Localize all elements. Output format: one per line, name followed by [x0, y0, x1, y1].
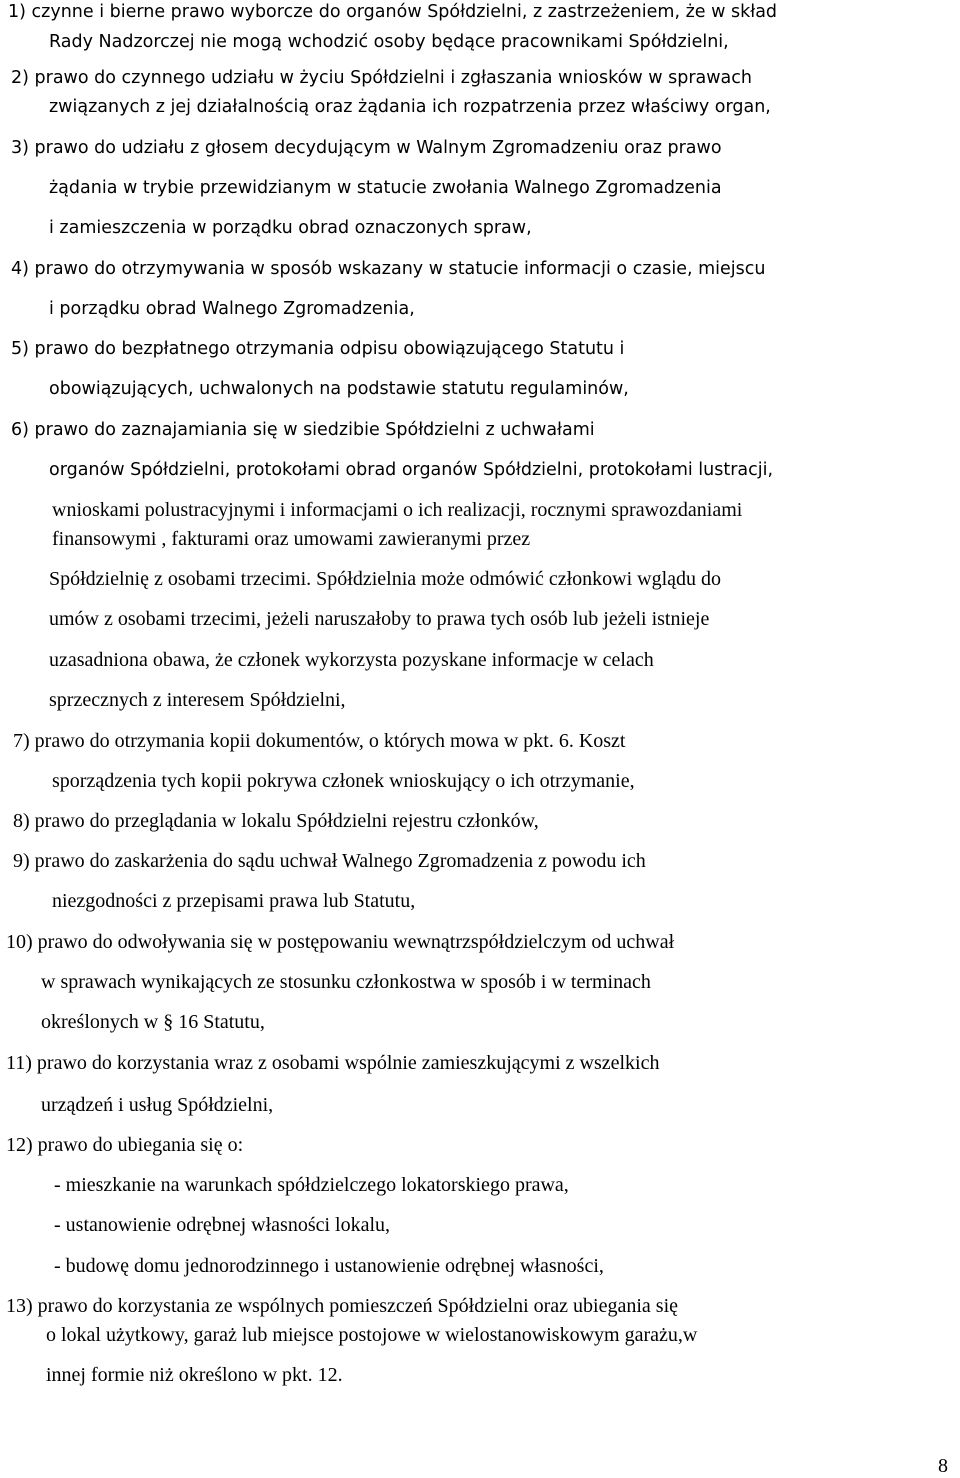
item-9-line-1: 9) prawo do zaskarżenia do sądu uchwał Walnego Zgromadzenia z powodu ich: [13, 850, 646, 872]
item-10-line-2: w sprawach wynikających ze stosunku członkostwa w sposób i w terminach: [41, 971, 651, 993]
item-3-line-1: 3) prawo do udziału z głosem decydującym w Walnym Zgromadzeniu oraz prawo: [11, 138, 722, 158]
item-6-line-1: 6) prawo do zaznajamiania się w siedzibie Spółdzielni z uchwałami: [11, 420, 595, 440]
item-12-subitem-3: - budowę domu jednorodzinnego i ustanowienie odrębnej własności,: [54, 1255, 604, 1277]
item-5-line-1: 5) prawo do bezpłatnego otrzymania odpisu obowiązującego Statutu i: [11, 339, 625, 359]
item-6-line-5: Spółdzielnię z osobami trzecimi. Spółdzielnia może odmówić członkowi wglądu do: [49, 568, 722, 590]
item-5-line-2: obowiązujących, uchwalonych na podstawie statutu regulaminów,: [49, 379, 629, 399]
item-10-line-3: określonych w § 16 Statutu,: [41, 1011, 265, 1033]
item-6-line-8: sprzecznych z interesem Spółdzielni,: [49, 689, 346, 711]
item-3-line-3: i zamieszczenia w porządku obrad oznaczonych spraw,: [49, 218, 532, 238]
item-7-line-2: sporządzenia tych kopii pokrywa członek wnioskujący o ich otrzymanie,: [52, 770, 635, 792]
item-6-line-7: uzasadniona obawa, że członek wykorzysta pozyskane informacje w celach: [49, 649, 654, 671]
item-4-line-1: 4) prawo do otrzymywania w sposób wskazany w statucie informacji o czasie, miejscu: [11, 259, 766, 279]
item-3-line-2: żądania w trybie przewidzianym w statucie zwołania Walnego Zgromadzenia: [49, 178, 722, 198]
item-1-line-2: Rady Nadzorczej nie mogą wchodzić osoby będące pracownikami Spółdzielni,: [49, 32, 729, 52]
item-6-line-4: finansowymi , fakturami oraz umowami zawieranymi przez: [52, 528, 531, 550]
item-9-line-2: niezgodności z przepisami prawa lub Statutu,: [52, 890, 416, 912]
item-6-line-3: wnioskami polustracyjnymi i informacjami o ich realizacji, rocznymi sprawozdaniami: [52, 499, 743, 521]
item-13-line-2: o lokal użytkowy, garaż lub miejsce postojowe w wielostanowiskowym garażu,w: [46, 1324, 698, 1346]
item-11-line-2: urządzeń i usług Spółdzielni,: [41, 1094, 274, 1116]
item-12-subitem-2: - ustanowienie odrębnej własności lokalu,: [54, 1214, 391, 1236]
item-7-line-1: 7) prawo do otrzymania kopii dokumentów, o których mowa w pkt. 6. Koszt: [13, 730, 626, 752]
item-4-line-2: i porządku obrad Walnego Zgromadzenia,: [49, 299, 415, 319]
item-12-subitem-1: - mieszkanie na warunkach spółdzielczego lokatorskiego prawa,: [54, 1174, 569, 1196]
item-2-line-2: związanych z jej działalnością oraz żądania ich rozpatrzenia przez właściwy organ,: [49, 97, 771, 117]
item-8-line-1: 8) prawo do przeglądania w lokalu Spółdzielni rejestru członków,: [13, 810, 539, 832]
item-1-line-1: 1) czynne i bierne prawo wyborcze do organów Spółdzielni, z zastrzeżeniem, że w skład: [8, 2, 778, 22]
item-2-line-1: 2) prawo do czynnego udziału w życiu Spółdzielni i zgłaszania wniosków w sprawach: [11, 68, 752, 88]
item-13-line-1: 13) prawo do korzystania ze wspólnych pomieszczeń Spółdzielni oraz ubiegania się: [6, 1295, 679, 1317]
page-number: 8: [938, 1455, 948, 1477]
item-10-line-1: 10) prawo do odwoływania się w postępowaniu wewnątrzspółdzielczym od uchwał: [6, 931, 675, 953]
item-13-line-3: innej formie niż określono w pkt. 12.: [46, 1364, 343, 1386]
item-6-line-6: umów z osobami trzecimi, jeżeli naruszałoby to prawa tych osób lub jeżeli istnieje: [49, 608, 710, 630]
item-11-line-1: 11) prawo do korzystania wraz z osobami wspólnie zamieszkującymi z wszelkich: [6, 1052, 660, 1074]
item-12-line-1: 12) prawo do ubiegania się o:: [6, 1134, 244, 1156]
item-6-line-2: organów Spółdzielni, protokołami obrad organów Spółdzielni, protokołami lustracji,: [49, 460, 774, 480]
